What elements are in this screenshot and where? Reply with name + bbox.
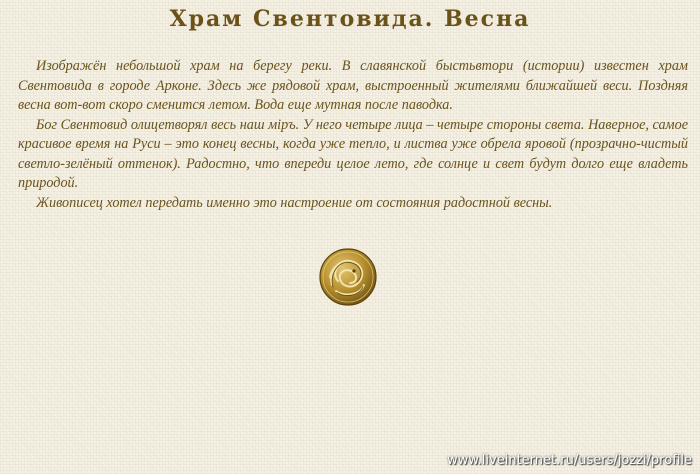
- page-title: Храм Свентовида. Весна: [169, 6, 531, 32]
- paragraph-3: Живописец хотел передать именно это настроение от состояния радостной весны.: [36, 194, 553, 211]
- celtic-knot-emblem-icon: [318, 247, 378, 307]
- description-text: [18, 57, 688, 213]
- watermark-text: www.liveinternet.ru/users/jozzi/profile: [446, 453, 692, 468]
- paragraph-2: Бог Свентовид олицетворял весь наш міръ. У него четыре лица – четыре стороны света. Наверное, самое красивое время на Руси – это конец весны, когда уже тепло, и листва уже обрела яровой (прозрачно-чистый светло-зелёный оттенок). Радостно, что впереди целое лето, где солнце и свет будут долго еще владеть природой.: [18, 116, 688, 191]
- paragraph-1: Изображён небольшой храм на берегу реки. В славянской быстьвтори (истории) известен храм Свентовида в городе Арконе. Здесь же рядовой храм, выстроенный жителями ближайшей веси. Поздняя весна вот-вот скоро сменится летом. Вода еще мутная после паводка.: [18, 58, 688, 113]
- emblem-graphic: [318, 247, 378, 307]
